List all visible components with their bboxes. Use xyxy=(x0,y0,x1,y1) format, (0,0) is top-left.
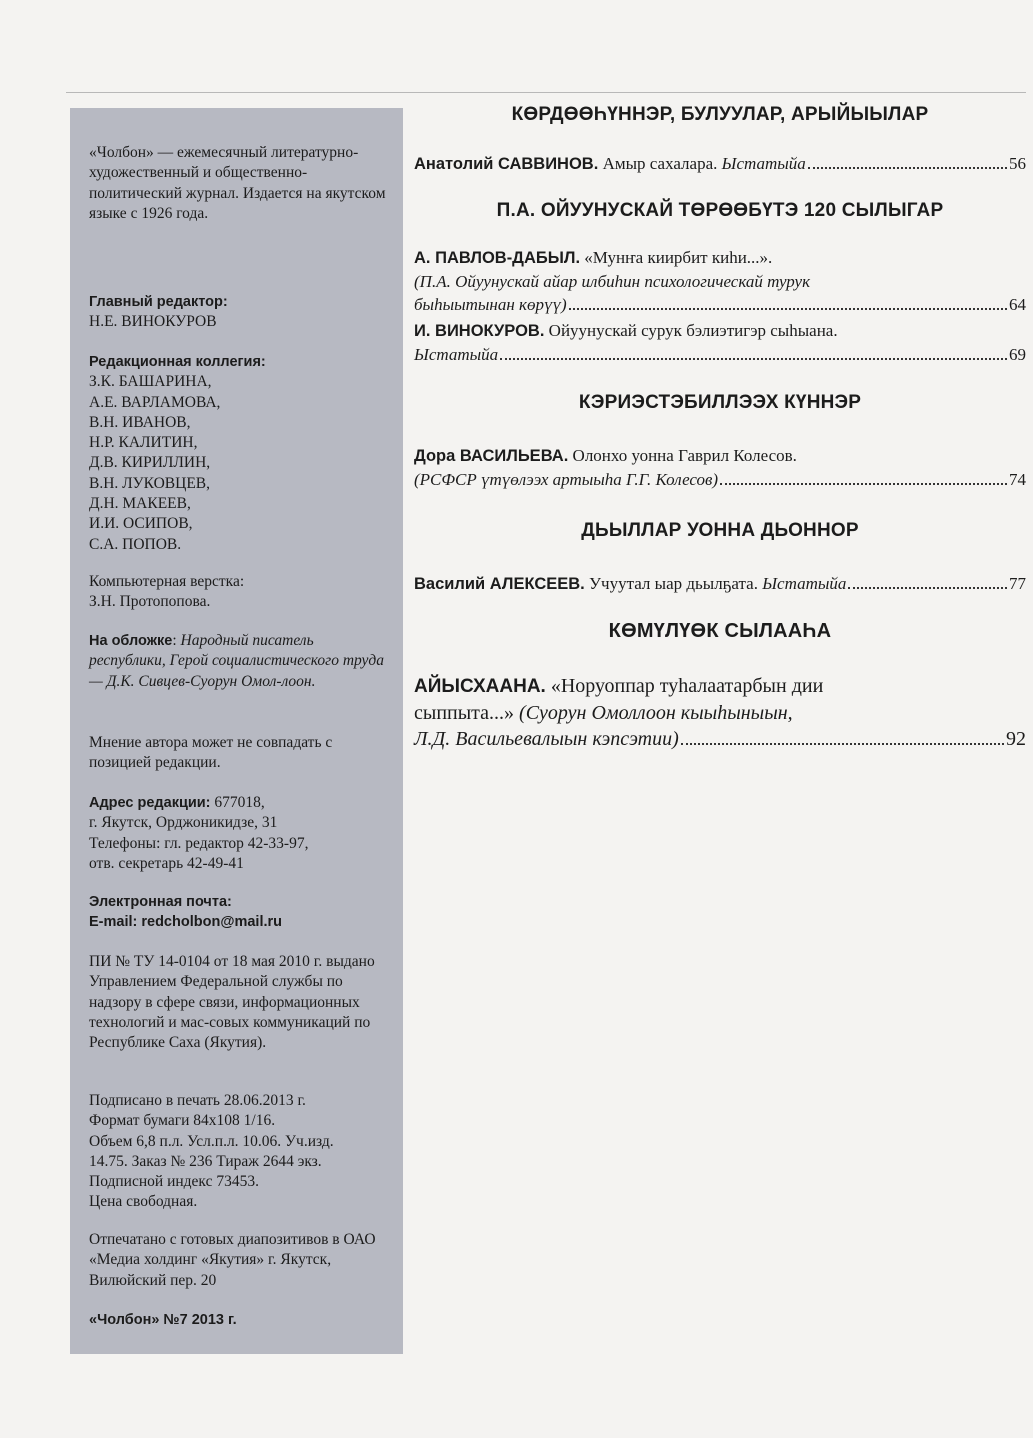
toc-entry[interactable] xyxy=(414,572,1026,596)
section-heading: П.А. ОЙУУНУСКАЙ ТӨРӨӨБҮТЭ 120 СЫЛЫГАР xyxy=(496,200,944,221)
entry-subtitle: (Суорун Омоллоон кыыһыныын, xyxy=(519,702,793,724)
entry-genre: Ыстатыйа xyxy=(721,154,806,173)
entry-title: Ойуунускай сурук бэлиэтигэр сыһыана. xyxy=(544,321,838,340)
print-line: Цена свободная. xyxy=(89,1193,198,1211)
address-label: Адрес редакции: xyxy=(89,795,211,811)
section-heading: ДЬЫЛЛАР УОННА ДЬОННОР xyxy=(581,520,859,541)
entry-author: Василий АЛЕКСЕЕВ. xyxy=(414,575,585,593)
issue-block xyxy=(89,1310,389,1330)
phone-secretary: отв. секретарь 42-49-41 xyxy=(89,854,244,872)
board-member: В.Н. ИВАНОВ, xyxy=(89,413,191,431)
leader-dots xyxy=(808,167,1007,169)
print-line: Подписной индекс 73453. xyxy=(89,1173,259,1191)
issue-number: «Чолбон» №7 2013 г. xyxy=(89,1312,237,1328)
entry-author: Анатолий САВВИНОВ. xyxy=(414,155,599,173)
entry-page: 56 xyxy=(1009,154,1026,173)
address-postcode: 677018, xyxy=(210,794,265,811)
entry-genre: Ыстатыйа xyxy=(414,345,499,364)
entry-title: Учуутал ыар дьылҕата. xyxy=(584,574,763,593)
journal-intro xyxy=(89,143,389,224)
toc-entry[interactable] xyxy=(414,152,1026,176)
section-heading: КӨМҮЛҮӨК СЫЛААҺА xyxy=(608,620,832,642)
entry-author: А. ПАВЛОВ-ДАБЫЛ. xyxy=(414,249,581,267)
address-block xyxy=(89,793,389,874)
entry-page: 77 xyxy=(1009,574,1026,593)
entry-title: Олонхо уонна Гаврил Колесов. xyxy=(568,446,797,465)
board-member: Д.В. КИРИЛЛИН, xyxy=(89,454,211,472)
entry-subtitle: (П.А. Ойуунускай айар илбиһин психологическай турук xyxy=(414,272,811,291)
address-street: г. Якутск, Орджоникидзе, 31 xyxy=(89,814,278,832)
entry-title: сыппыта...» xyxy=(414,702,520,724)
leader-dots xyxy=(720,483,1007,485)
license-block xyxy=(89,952,389,1053)
toc-entry[interactable] xyxy=(414,444,1026,491)
leader-dots xyxy=(500,358,1007,360)
leader-dots xyxy=(848,587,1007,589)
toc-entry[interactable] xyxy=(414,673,1026,752)
email-label: Электронная почта: xyxy=(89,894,232,910)
entry-page: 69 xyxy=(1009,345,1026,364)
entry-page: 64 xyxy=(1009,295,1026,314)
entry-author: Дора ВАСИЛЬЕВА. xyxy=(414,447,569,465)
opinion-note xyxy=(89,733,389,774)
chief-editor-block xyxy=(89,292,389,333)
entry-title: Амыр сахалара. xyxy=(598,154,722,173)
opinion-text: Мнение автора может не совпадать с позицией редакции. xyxy=(89,734,333,772)
entry-title: «Норуоппар туһалаатарбын дии xyxy=(545,675,824,697)
layout-credit-block xyxy=(89,572,389,613)
toc-section-5 xyxy=(414,620,1026,643)
entry-subtitle: быһыытынан көрүү) xyxy=(414,295,567,314)
email-block xyxy=(89,892,389,933)
entry-page: 74 xyxy=(1009,470,1026,489)
printed-by-text: Отпечатано с готовых диапозитивов в ОАО «Медиа холдинг «Якутия» г. Якутск, Вилюйский пер. 20 xyxy=(89,1231,376,1289)
layout-person: З.Н. Протопопова. xyxy=(89,593,211,611)
toc-entry[interactable] xyxy=(414,246,1026,316)
leader-dots xyxy=(569,308,1007,310)
board-member: Н.Р. КАЛИТИН, xyxy=(89,434,198,452)
email-address[interactable]: E-mail: redcholbon@mail.ru xyxy=(89,914,282,931)
entry-subtitle: (РСФСР үтүөлээх артыыһа Г.Г. Колесов) xyxy=(414,470,719,489)
print-line: Объем 6,8 п.л. Усл.п.л. 10.06. Уч.изд. xyxy=(89,1132,334,1150)
intro-text: «Чолбон» — ежемесячный литературно-художественный и общественно-политический журнал. Издается на якутском языке с 1926 года. xyxy=(89,144,386,222)
board-member: А.Е. ВАРЛАМОВА, xyxy=(89,393,221,411)
entry-title: «Мунҥа киирбит киһи...». xyxy=(580,248,773,267)
toc-section-4 xyxy=(414,520,1026,542)
entry-author: И. ВИНОКУРОВ. xyxy=(414,322,545,340)
board-label: Редакционная коллегия: xyxy=(89,354,266,370)
license-text: ПИ № ТУ 14-0104 от 18 мая 2010 г. выдано Управлением Федеральной службы по надзору в сфере связи, информационных технологий и мас-совых коммуникаций по Республике Саха (Якутия). xyxy=(89,953,375,1052)
print-info-block xyxy=(89,1091,389,1213)
cover-text: Народный писатель республики, Герой социалистического труда — Д.К. Сивцев-Суорун Омол-лоон. xyxy=(89,632,384,690)
top-rule xyxy=(66,92,1026,93)
print-line: 14.75. Заказ № 236 Тираж 2644 экз. xyxy=(89,1152,322,1170)
print-line: Формат бумаги 84x108 1/16. xyxy=(89,1112,276,1130)
toc-section-1 xyxy=(414,104,1026,126)
print-line: Подписано в печать 28.06.2013 г. xyxy=(89,1092,306,1109)
entry-author: АЙЫСХААНА. xyxy=(414,676,546,697)
chief-editor-label: Главный редактор: xyxy=(89,294,228,310)
board-member: В.Н. ЛУКОВЦЕВ, xyxy=(89,474,211,492)
layout-label: Компьютерная верстка: xyxy=(89,573,245,590)
printed-by-block xyxy=(89,1230,389,1291)
toc-section-2 xyxy=(414,200,1026,222)
toc-entry[interactable] xyxy=(414,319,1026,366)
board-member: Д.Н. МАКЕЕВ, xyxy=(89,495,191,513)
cover-note-block: На обложке: Народный писатель республики, Герой социалистического труда — Д.К. Сивцев-Суорун Омол-лоон. xyxy=(89,632,384,690)
cover-label: На обложке xyxy=(89,633,173,649)
leader-dots xyxy=(681,743,1004,745)
toc-section-3 xyxy=(414,392,1026,414)
board-member: З.К. БАШАРИНА, xyxy=(89,373,212,391)
entry-page: 92 xyxy=(1006,728,1026,750)
entry-genre: Ыстатыйа xyxy=(762,574,847,593)
board-member: И.И. ОСИПОВ, xyxy=(89,515,193,533)
board-member: С.А. ПОПОВ. xyxy=(89,535,182,553)
section-heading: КЭРИЭСТЭБИЛЛЭЭХ КҮННЭР xyxy=(578,392,862,413)
entry-subtitle: Л.Д. Васильевалыын кэпсэтии) xyxy=(414,728,679,750)
chief-editor-name: Н.Е. ВИНОКУРОВ xyxy=(89,313,217,331)
section-heading: КӨРДӨӨҺҮННЭР, БУЛУУЛАР, АРЫЙЫЫЛАР xyxy=(511,104,929,125)
editorial-board-block xyxy=(89,352,389,555)
phone-editor: Телефоны: гл. редактор 42-33-97, xyxy=(89,834,309,852)
